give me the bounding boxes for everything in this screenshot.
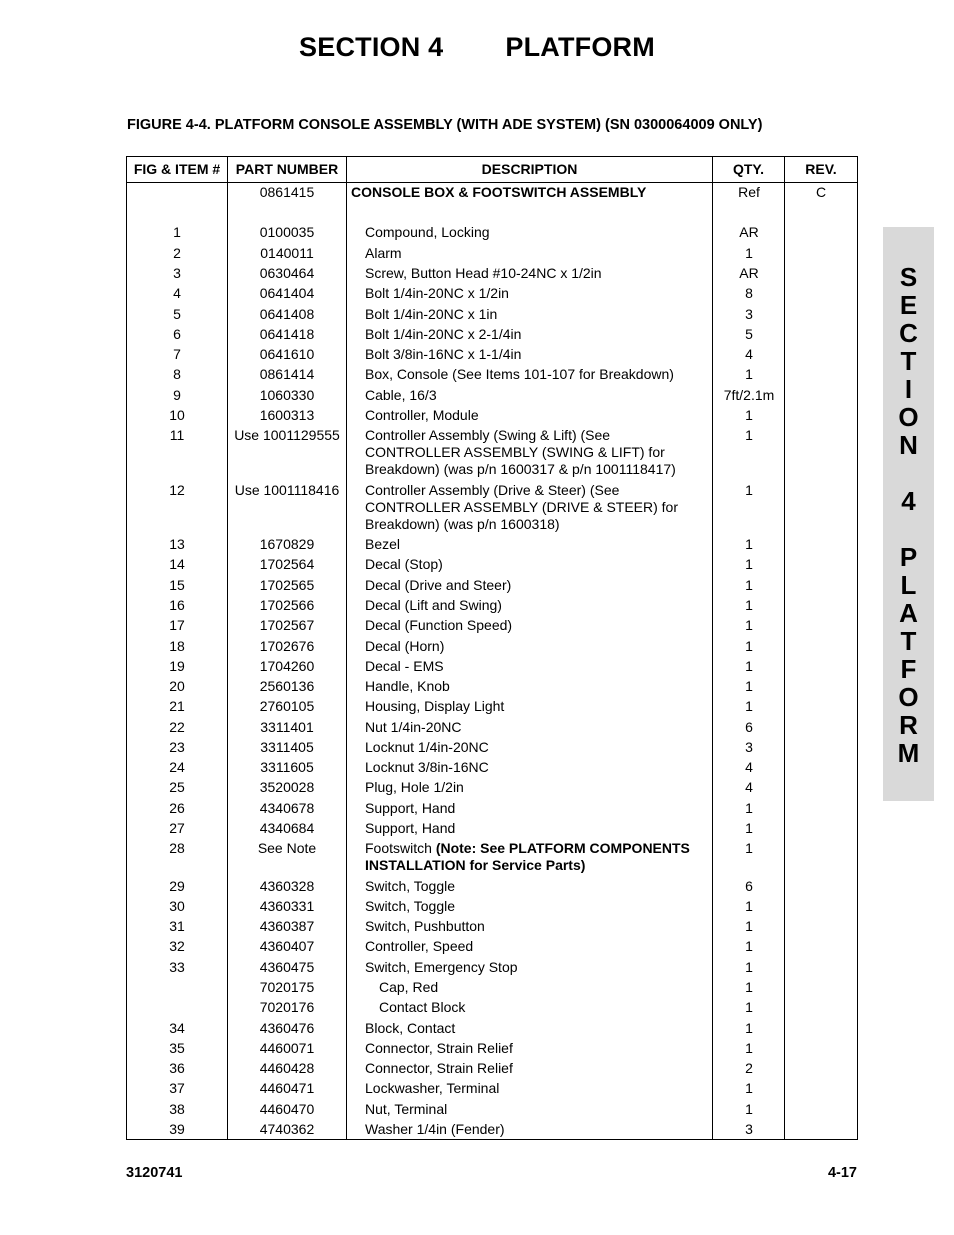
fig-item-cell: 18 bbox=[169, 638, 185, 654]
fig-item-cell: 22 bbox=[169, 719, 185, 735]
service-note: INSTALLATION for Service Parts) bbox=[365, 857, 586, 873]
qty-cell: 1 bbox=[745, 1101, 753, 1117]
fig-item-cell: 28 bbox=[169, 840, 185, 856]
header-description: DESCRIPTION bbox=[481, 161, 578, 177]
part-number-cell: 4460471 bbox=[259, 1080, 315, 1096]
section-side-tab bbox=[883, 227, 934, 801]
qty-cell: 1 bbox=[745, 938, 753, 954]
description-cell: Washer 1/4in (Fender) bbox=[365, 1121, 505, 1137]
description-cell: Block, Contact bbox=[365, 1020, 456, 1036]
qty-cell: 1 bbox=[745, 577, 753, 593]
qty-cell: 6 bbox=[745, 719, 753, 735]
description-cell: Bolt 1/4in-20NC x 1/2in bbox=[365, 285, 509, 301]
part-number-cell: Use 1001118416 bbox=[234, 482, 340, 498]
fig-item-cell: 14 bbox=[169, 556, 185, 572]
qty-cell: 1 bbox=[745, 482, 753, 498]
part-number-cell: 4360387 bbox=[259, 918, 315, 934]
qty-cell: 7ft/2.1m bbox=[723, 387, 775, 403]
qty-cell: 3 bbox=[745, 1121, 753, 1137]
description-cell: Decal - EMS bbox=[365, 658, 444, 674]
qty-cell: 4 bbox=[745, 759, 753, 775]
side-tab-letter: I bbox=[904, 374, 913, 404]
part-number-cell: 0100035 bbox=[259, 224, 315, 240]
description-cell bbox=[365, 482, 710, 533]
side-tab-letter: P bbox=[899, 542, 918, 572]
side-tab-letter: 4 bbox=[901, 486, 916, 516]
side-tab-letter: M bbox=[897, 738, 920, 768]
side-tab-letter: O bbox=[898, 402, 919, 432]
qty-cell: 4 bbox=[745, 779, 753, 795]
part-number-cell: 1600313 bbox=[259, 407, 315, 423]
part-number-cell: 1060330 bbox=[259, 387, 315, 403]
side-tab-letter: E bbox=[899, 290, 918, 320]
figure-caption: FIGURE 4-4. PLATFORM CONSOLE ASSEMBLY (WITH ADE SYSTEM) (SN 0300064009 ONLY) bbox=[127, 117, 763, 133]
qty-cell: AR bbox=[739, 265, 759, 281]
description-cell: Decal (Lift and Swing) bbox=[365, 597, 502, 613]
description-cell bbox=[365, 427, 710, 478]
parts-table bbox=[126, 156, 858, 1140]
description-cell: Controller, Speed bbox=[365, 938, 474, 954]
part-number-cell: 1702566 bbox=[259, 597, 315, 613]
description-cell: Contact Block bbox=[379, 999, 466, 1015]
qty-cell: 1 bbox=[745, 597, 753, 613]
description-cell: Switch, Emergency Stop bbox=[365, 959, 518, 975]
part-number-cell: 1702676 bbox=[259, 638, 315, 654]
description-cell: Decal (Function Speed) bbox=[365, 617, 513, 633]
description-cell: Screw, Button Head #10-24NC x 1/2in bbox=[365, 265, 602, 281]
fig-item-cell: 8 bbox=[173, 366, 181, 382]
qty-cell: Ref bbox=[738, 184, 760, 200]
part-number-cell: 4460428 bbox=[259, 1060, 315, 1076]
column-divider bbox=[784, 157, 785, 1139]
qty-cell: 8 bbox=[745, 285, 753, 301]
part-number-cell: 1702565 bbox=[259, 577, 315, 593]
description-line: Controller Assembly (Swing & Lift) (See bbox=[365, 427, 611, 443]
part-number-cell: 4360328 bbox=[259, 878, 315, 894]
qty-cell: 1 bbox=[745, 245, 753, 261]
part-number-cell: 4340678 bbox=[259, 800, 315, 816]
part-number-cell: 3311405 bbox=[260, 739, 314, 755]
qty-cell: 4 bbox=[745, 346, 753, 362]
part-number-cell: 4740362 bbox=[259, 1121, 315, 1137]
part-number-cell: 0630464 bbox=[259, 265, 315, 281]
qty-cell: 1 bbox=[745, 800, 753, 816]
fig-item-cell: 39 bbox=[169, 1121, 185, 1137]
fig-item-cell: 6 bbox=[173, 326, 181, 342]
part-number-cell: 3311605 bbox=[260, 759, 314, 775]
fig-item-cell: 31 bbox=[169, 918, 185, 934]
page-header bbox=[0, 32, 954, 63]
side-tab-letter: T bbox=[900, 346, 917, 376]
description-cell: Cap, Red bbox=[379, 979, 439, 995]
fig-item-cell: 7 bbox=[173, 346, 181, 362]
description-cell: Bolt 1/4in-20NC x 2-1/4in bbox=[365, 326, 522, 342]
part-number-cell: See Note bbox=[257, 840, 317, 856]
fig-item-cell: 26 bbox=[169, 800, 185, 816]
fig-item-cell: 34 bbox=[169, 1020, 185, 1036]
fig-item-cell: 27 bbox=[169, 820, 185, 836]
section-title: PLATFORM bbox=[505, 32, 655, 62]
fig-item-cell: 33 bbox=[169, 959, 185, 975]
description-cell: Nut, Terminal bbox=[365, 1101, 448, 1117]
fig-item-cell: 13 bbox=[169, 536, 185, 552]
part-number-cell: 4360331 bbox=[259, 898, 315, 914]
qty-cell: 1 bbox=[745, 1040, 753, 1056]
description-cell: Bolt 3/8in-16NC x 1-1/4in bbox=[365, 346, 522, 362]
fig-item-cell: 10 bbox=[169, 407, 185, 423]
description-cell: Connector, Strain Relief bbox=[365, 1040, 513, 1056]
qty-cell: 1 bbox=[745, 999, 753, 1015]
side-tab-letter: R bbox=[899, 710, 918, 740]
description-cell: CONSOLE BOX & FOOTSWITCH ASSEMBLY bbox=[351, 184, 647, 200]
description-cell: Support, Hand bbox=[365, 820, 456, 836]
part-number-cell: 4360476 bbox=[259, 1020, 315, 1036]
part-number-cell: 4340684 bbox=[259, 820, 315, 836]
description-cell: Locknut 1/4in-20NC bbox=[365, 739, 489, 755]
part-number-cell: 3311401 bbox=[260, 719, 314, 735]
column-divider bbox=[346, 157, 347, 1139]
fig-item-cell: 30 bbox=[169, 898, 185, 914]
description-cell: Box, Console (See Items 101-107 for Breakdown) bbox=[365, 366, 674, 382]
description-line: Breakdown) (was p/n 1600318) bbox=[365, 516, 560, 532]
part-number-cell: 0861415 bbox=[259, 184, 315, 200]
description-cell: Alarm bbox=[365, 245, 402, 261]
description-cell: Locknut 3/8in-16NC bbox=[365, 759, 489, 775]
description-cell: Decal (Drive and Steer) bbox=[365, 577, 512, 593]
qty-cell: 3 bbox=[745, 739, 753, 755]
fig-item-cell: 21 bbox=[169, 698, 185, 714]
qty-cell: 6 bbox=[745, 878, 753, 894]
qty-cell: 1 bbox=[745, 366, 753, 382]
qty-cell: 1 bbox=[745, 918, 753, 934]
description-cell: Lockwasher, Terminal bbox=[365, 1080, 500, 1096]
qty-cell: 1 bbox=[745, 427, 753, 443]
description-cell: Controller, Module bbox=[365, 407, 479, 423]
fig-item-cell: 35 bbox=[169, 1040, 185, 1056]
qty-cell: 1 bbox=[745, 840, 753, 856]
description-cell: Switch, Toggle bbox=[365, 898, 456, 914]
service-note: (Note: See PLATFORM COMPONENTS bbox=[435, 840, 690, 856]
description-cell: Compound, Locking bbox=[365, 224, 490, 240]
rev-cell: C bbox=[815, 184, 827, 200]
fig-item-cell: 19 bbox=[169, 658, 185, 674]
side-tab-letter: C bbox=[899, 318, 918, 348]
description-cell: Plug, Hole 1/2in bbox=[365, 779, 464, 795]
part-number-cell: 4460071 bbox=[259, 1040, 315, 1056]
qty-cell: 1 bbox=[745, 1020, 753, 1036]
description-line: CONTROLLER ASSEMBLY (DRIVE & STEER) for bbox=[365, 499, 679, 515]
qty-cell: 2 bbox=[745, 1060, 753, 1076]
fig-item-cell: 20 bbox=[169, 678, 185, 694]
part-number-cell: 7020175 bbox=[259, 979, 315, 995]
qty-cell: 1 bbox=[745, 638, 753, 654]
qty-cell: 1 bbox=[745, 1080, 753, 1096]
description-cell: Bolt 1/4in-20NC x 1in bbox=[365, 306, 498, 322]
qty-cell: 1 bbox=[745, 556, 753, 572]
part-number-cell: 4360407 bbox=[259, 938, 315, 954]
fig-item-cell: 38 bbox=[169, 1101, 185, 1117]
fig-item-cell: 16 bbox=[169, 597, 185, 613]
side-tab-letter: O bbox=[898, 682, 919, 712]
fig-item-cell: 2 bbox=[173, 245, 181, 261]
qty-cell: 1 bbox=[745, 820, 753, 836]
description-line: Breakdown) (was p/n 1600317 & p/n 1001118417) bbox=[365, 461, 676, 477]
description-cell: Connector, Strain Relief bbox=[365, 1060, 513, 1076]
page-number: 4-17 bbox=[827, 1165, 857, 1181]
fig-item-cell: 36 bbox=[169, 1060, 185, 1076]
qty-cell: 1 bbox=[745, 979, 753, 995]
side-tab-letter: F bbox=[900, 654, 917, 684]
fig-item-cell: 11 bbox=[169, 427, 185, 443]
table-header bbox=[127, 157, 857, 183]
part-number-cell: 4360475 bbox=[259, 959, 315, 975]
fig-item-cell: 37 bbox=[169, 1080, 185, 1096]
fig-item-cell: 15 bbox=[169, 577, 185, 593]
part-number-cell: 0140011 bbox=[260, 245, 314, 261]
part-number-cell: 2560136 bbox=[259, 678, 315, 694]
fig-item-cell: 25 bbox=[169, 779, 185, 795]
description-cell: Support, Hand bbox=[365, 800, 456, 816]
part-number-cell: 1702567 bbox=[259, 617, 315, 633]
qty-cell: 1 bbox=[745, 698, 753, 714]
part-number-cell: 0641610 bbox=[259, 346, 315, 362]
description-cell: Bezel bbox=[365, 536, 401, 552]
part-number-cell: 2760105 bbox=[259, 698, 315, 714]
part-number-cell: 1704260 bbox=[259, 658, 315, 674]
part-number-cell: 0641418 bbox=[259, 326, 315, 342]
fig-item-cell: 24 bbox=[169, 759, 185, 775]
description-cell bbox=[365, 840, 710, 874]
part-number-cell: 3520028 bbox=[259, 779, 315, 795]
qty-cell: 5 bbox=[745, 326, 753, 342]
qty-cell: 1 bbox=[745, 898, 753, 914]
qty-cell: 1 bbox=[745, 536, 753, 552]
qty-cell: 3 bbox=[745, 306, 753, 322]
fig-item-cell: 5 bbox=[173, 306, 181, 322]
description-cell: Switch, Pushbutton bbox=[365, 918, 485, 934]
side-tab-letter: S bbox=[899, 262, 918, 292]
side-tab-letter: L bbox=[900, 570, 917, 600]
document-number: 3120741 bbox=[126, 1165, 183, 1181]
description-cell: Handle, Knob bbox=[365, 678, 450, 694]
part-number-cell: 0641404 bbox=[259, 285, 315, 301]
part-number-cell: 7020176 bbox=[259, 999, 315, 1015]
part-number-cell: 1702564 bbox=[259, 556, 315, 572]
description-cell: Nut 1/4in-20NC bbox=[365, 719, 462, 735]
qty-cell: 1 bbox=[745, 617, 753, 633]
fig-item-cell: 29 bbox=[169, 878, 185, 894]
fig-item-cell: 12 bbox=[169, 482, 185, 498]
fig-item-cell: 1 bbox=[173, 224, 181, 240]
description-cell: Cable, 16/3 bbox=[365, 387, 437, 403]
part-number-cell: 1670829 bbox=[259, 536, 315, 552]
qty-cell: 1 bbox=[745, 658, 753, 674]
description-cell: Decal (Stop) bbox=[365, 556, 443, 572]
fig-item-cell: 32 bbox=[169, 938, 185, 954]
qty-cell: 1 bbox=[745, 959, 753, 975]
header-rev: REV. bbox=[805, 161, 837, 177]
header-fig: FIG & ITEM # bbox=[133, 161, 221, 177]
fig-item-cell: 9 bbox=[173, 387, 181, 403]
description-line: CONTROLLER ASSEMBLY (SWING & LIFT) for bbox=[365, 444, 665, 460]
part-number-cell: 4460470 bbox=[259, 1101, 315, 1117]
fig-item-cell: 17 bbox=[169, 617, 185, 633]
header-part-number: PART NUMBER bbox=[235, 161, 339, 177]
description-cell: Decal (Horn) bbox=[365, 638, 445, 654]
part-number-cell: Use 1001129555 bbox=[234, 427, 340, 443]
header-qty: QTY. bbox=[732, 161, 765, 177]
side-tab-letter: T bbox=[900, 626, 917, 656]
qty-cell: AR bbox=[739, 224, 759, 240]
side-tab-letter: N bbox=[899, 430, 918, 460]
description-line bbox=[365, 840, 710, 857]
section-label: SECTION 4 bbox=[299, 32, 444, 62]
fig-item-cell: 23 bbox=[169, 739, 185, 755]
description-cell: Housing, Display Light bbox=[365, 698, 505, 714]
qty-cell: 1 bbox=[745, 407, 753, 423]
fig-item-cell: 4 bbox=[173, 285, 181, 301]
description-line: Controller Assembly (Drive & Steer) (See bbox=[365, 482, 620, 498]
description-text: Footswitch bbox=[365, 840, 436, 856]
description-cell: Switch, Toggle bbox=[365, 878, 456, 894]
part-number-cell: 0861414 bbox=[259, 366, 315, 382]
part-number-cell: 0641408 bbox=[259, 306, 315, 322]
side-tab-letter: A bbox=[899, 598, 918, 628]
fig-item-cell: 3 bbox=[173, 265, 181, 281]
qty-cell: 1 bbox=[745, 678, 753, 694]
